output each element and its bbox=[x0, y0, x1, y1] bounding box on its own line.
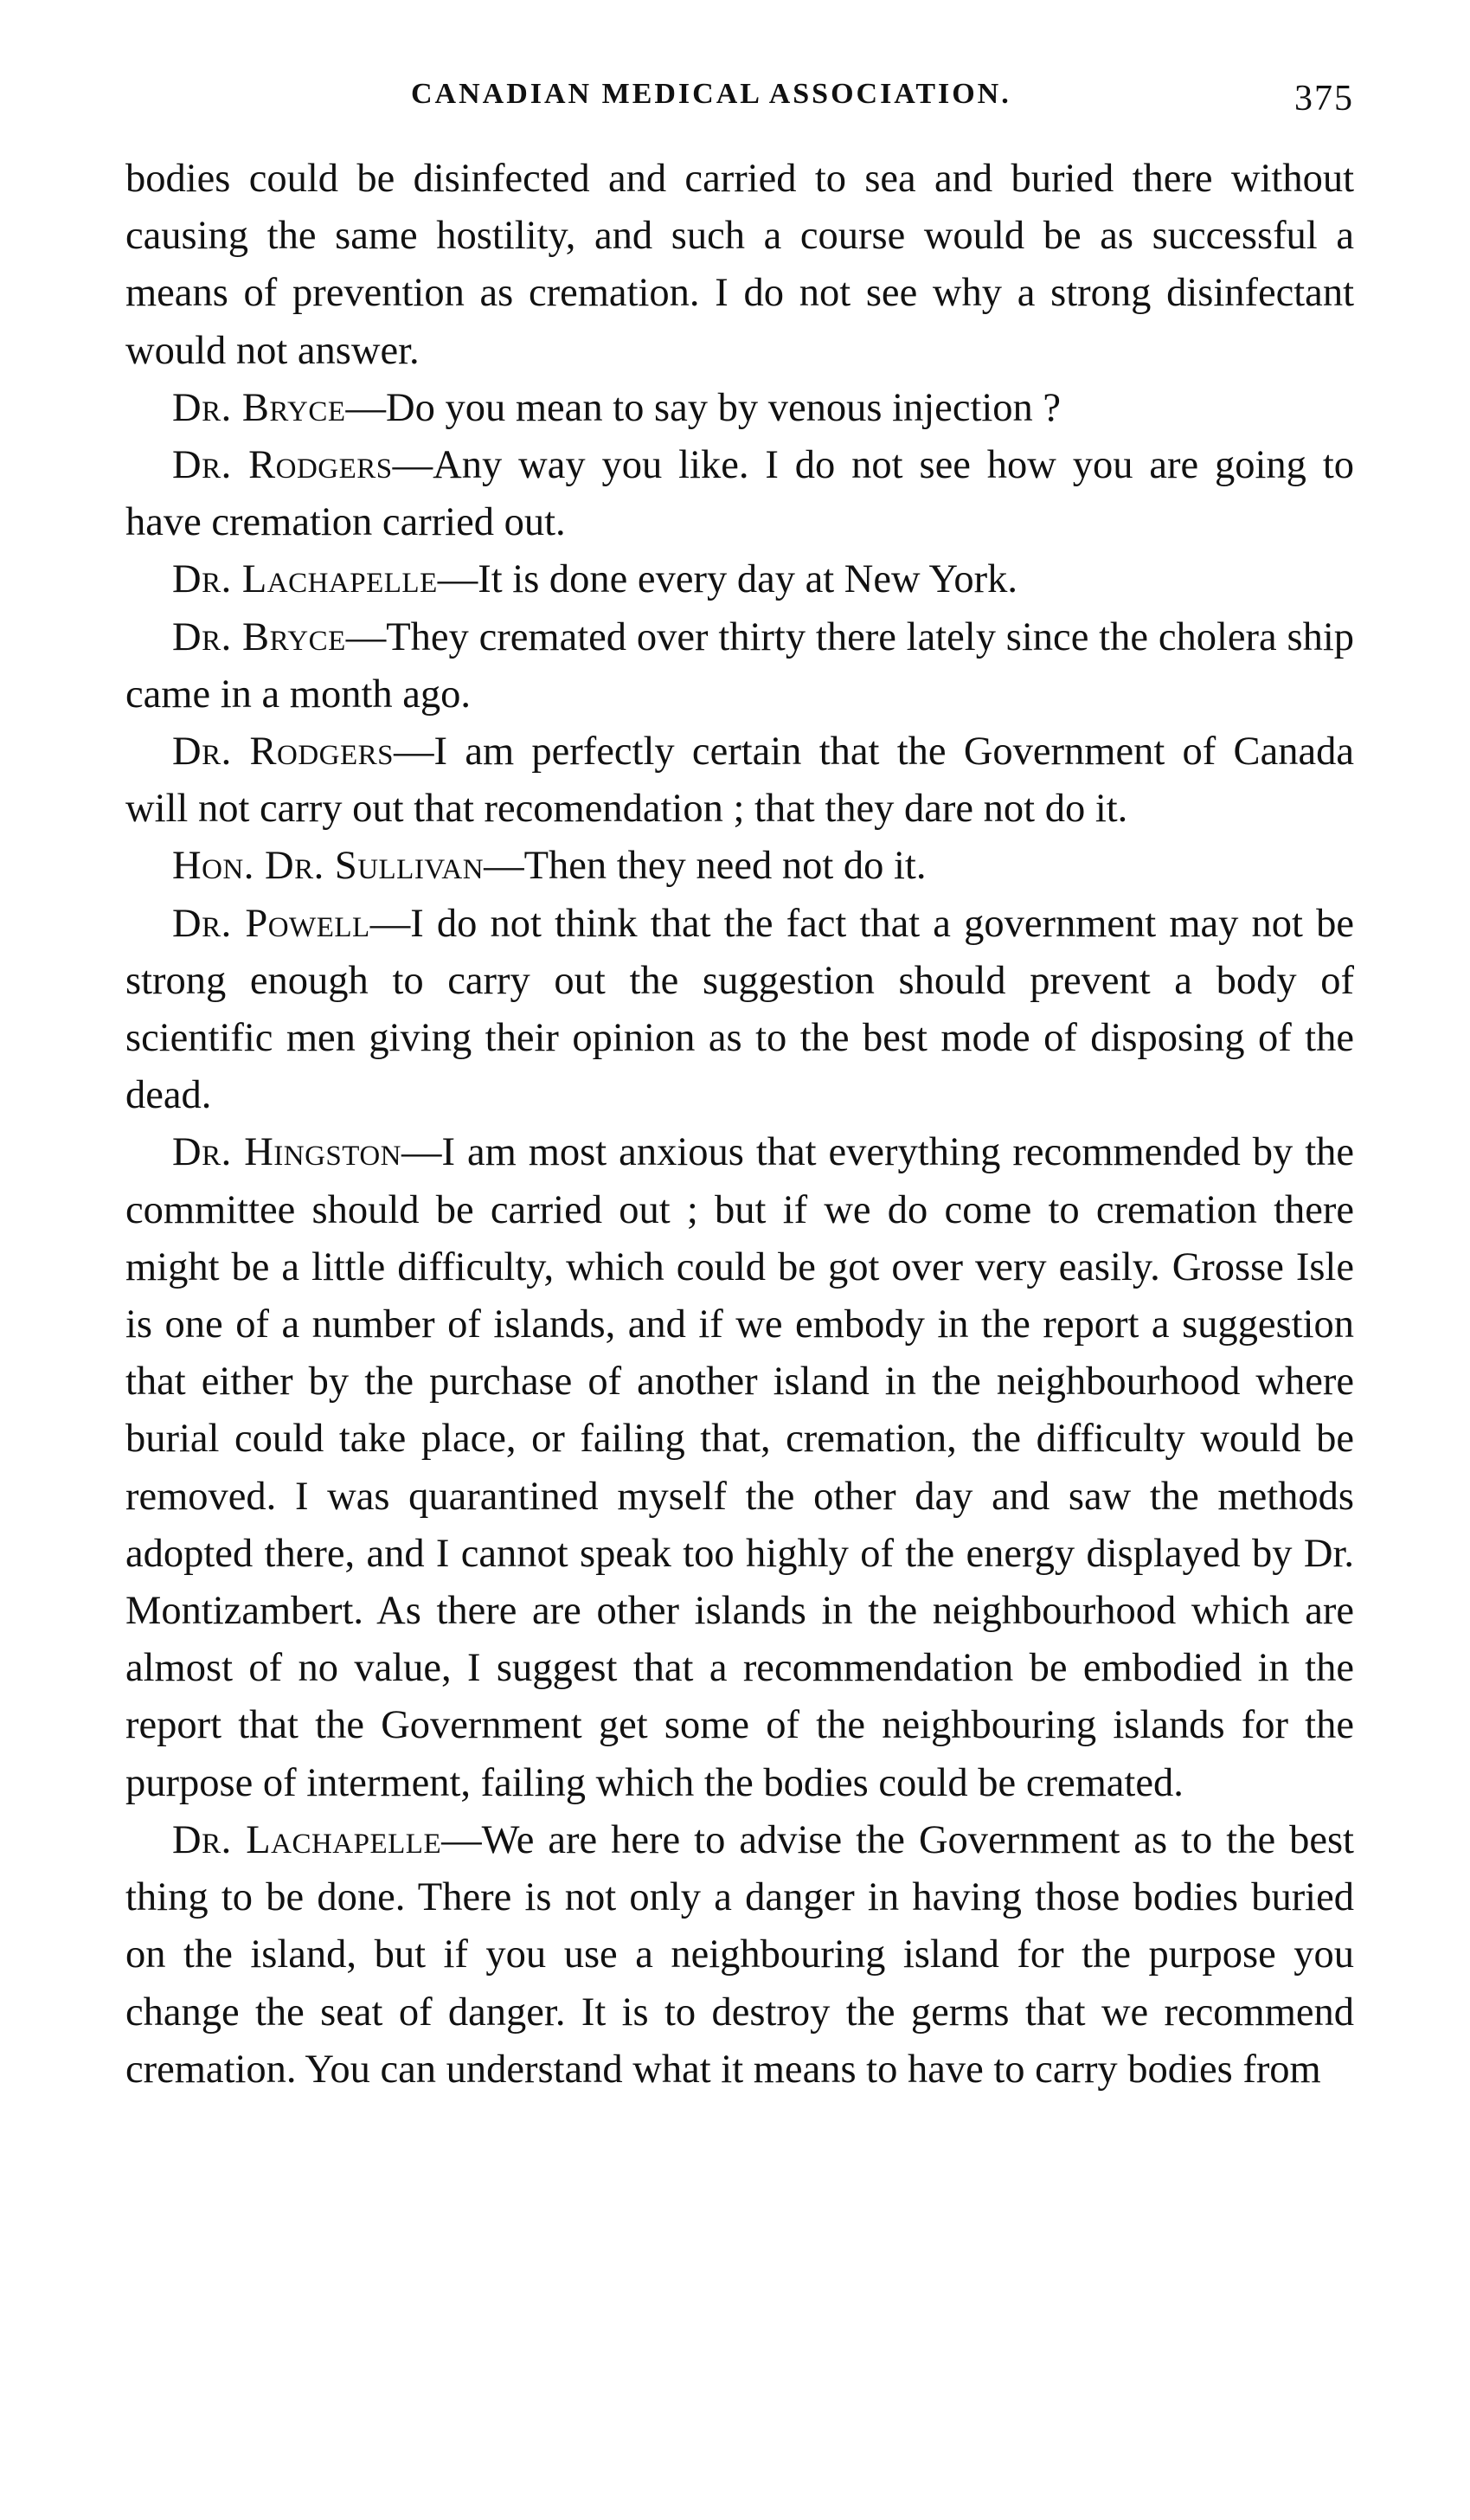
paragraph-lachapelle bbox=[125, 551, 1354, 608]
paragraph-text: —It is done every day at New York. bbox=[437, 557, 1018, 602]
speaker-name: Dr. Lachapelle bbox=[172, 557, 438, 602]
paragraph-rodgers bbox=[125, 437, 1354, 551]
running-title: CANADIAN MEDICAL ASSOCIATION. bbox=[411, 78, 1011, 110]
paragraph-text: —Then they need not do it. bbox=[484, 844, 927, 889]
paragraph-rodgers bbox=[125, 723, 1354, 838]
book-page bbox=[125, 78, 1354, 2099]
paragraph-text: —They cremated over thirty there lately since the cholera ship came in a month ago. bbox=[125, 614, 1354, 717]
paragraph-text: —I do not think that the fact that a government may not be strong enough to carry out the suggestion should prevent a body of scientific men giving their opinion as to the best mode of disposing of the dead. bbox=[125, 901, 1355, 1118]
paragraph-text: —I am perfectly certain that the Government of Canada will not carry out that recomendation ; that they dare not do it. bbox=[125, 730, 1354, 832]
speaker-name: Dr. Rodgers bbox=[172, 443, 393, 488]
text-body bbox=[125, 151, 1354, 2099]
paragraph-lachapelle bbox=[125, 1812, 1354, 2099]
paragraph-hingston bbox=[125, 1124, 1354, 1811]
paragraph-bryce bbox=[125, 609, 1354, 723]
paragraph-text: —We are here to advise the Government as to the best thing to be done. There is not only a danger in having those bodies buried on the island, but if you use a neighbouring island for the purpose you change the seat of danger. It is to destroy the germs that we recommend cremation. You can understand what it means to have to carry bodies from bbox=[125, 1817, 1354, 2092]
paragraph-powell bbox=[125, 896, 1354, 1125]
paragraph-text: —Do you mean to say by venous injection ? bbox=[345, 385, 1062, 430]
speaker-name: Dr. Powell bbox=[172, 901, 370, 946]
paragraph-text: —Any way you like. I do not see how you are going to have cremation carried out. bbox=[125, 443, 1354, 545]
paragraph-text: bodies could be disinfected and carried to sea and buried there without causing the same hostility, and such a course would be as successful a means of prevention as cremation. I do not see why a strong disinfectant would not answer. bbox=[125, 157, 1354, 373]
speaker-name: Dr. Bryce bbox=[172, 385, 346, 430]
speaker-name: Hon. Dr. Sullivan bbox=[172, 844, 485, 889]
paragraph-bryce bbox=[125, 380, 1354, 437]
speaker-name: Dr. Lachapelle bbox=[172, 1817, 442, 1862]
paragraph-sullivan bbox=[125, 838, 1354, 895]
paragraph-text: —I am most anxious that everything recommended by the committee should be carried out ; but if we do come to cremation there might be a little difficulty, which could be got over very easily. Grosse Isle is one of a number of islands, and if we embody in the report a suggestion that either by the purchase of another island in the neighbourhood where burial could take place, or failing that, cremation, the difficulty would be removed. I was quarantined myself the other day and saw the methods adopted there, and I cannot speak too highly of the energy displayed by Dr. Montizambert. As there are other islands in the neighbourhood which are almost of no value, I suggest that a recommendation be embodied in the report that the Government get some of the neighbouring islands for the purpose of interment, failing which the bodies could be cremated. bbox=[125, 1130, 1354, 1805]
speaker-name: Dr. Bryce bbox=[172, 614, 346, 659]
speaker-name: Dr. Rodgers bbox=[172, 730, 395, 775]
speaker-name: Dr. Hingston bbox=[172, 1130, 402, 1175]
page-number: 375 bbox=[1294, 79, 1354, 119]
running-head bbox=[125, 78, 1354, 132]
paragraph-continuation bbox=[125, 151, 1354, 380]
